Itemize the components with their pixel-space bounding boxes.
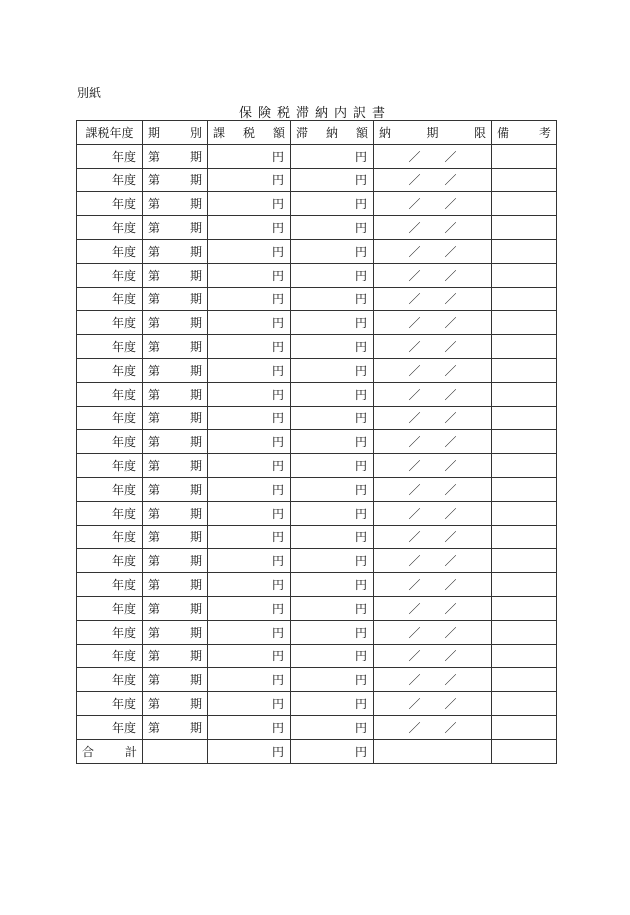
header-due-date: 納 期 限: [374, 121, 492, 145]
tax-amount-cell: 円: [208, 382, 291, 406]
arrears-amount-cell: 円: [291, 715, 374, 739]
tax-amount-cell: 円: [208, 573, 291, 597]
table-row: [77, 573, 557, 597]
remarks-cell: [492, 216, 557, 240]
year-cell: 年度: [77, 287, 143, 311]
table-row: [77, 239, 557, 263]
tax-amount-cell: 円: [208, 430, 291, 454]
due-date-cell: ／ ／: [374, 192, 492, 216]
year-cell: 年度: [77, 668, 143, 692]
tax-amount-cell: 円: [208, 549, 291, 573]
tax-amount-cell: 円: [208, 620, 291, 644]
due-date-cell: ／ ／: [374, 596, 492, 620]
arrears-amount-cell: 円: [291, 692, 374, 716]
remarks-cell: [492, 263, 557, 287]
period-cell: 第 期: [143, 715, 208, 739]
total-label: 合 計: [77, 739, 143, 763]
period-cell: 第 期: [143, 311, 208, 335]
tax-amount-cell: 円: [208, 668, 291, 692]
period-cell: 第 期: [143, 239, 208, 263]
year-cell: 年度: [77, 382, 143, 406]
remarks-cell: [492, 358, 557, 382]
table-row: [77, 644, 557, 668]
header-period: 期 別: [143, 121, 208, 145]
table-row: [77, 596, 557, 620]
remarks-cell: [492, 430, 557, 454]
arrears-amount-cell: 円: [291, 644, 374, 668]
table-row: [77, 311, 557, 335]
year-cell: 年度: [77, 239, 143, 263]
period-cell: 第 期: [143, 573, 208, 597]
period-cell: 第 期: [143, 668, 208, 692]
arrears-amount-cell: 円: [291, 358, 374, 382]
period-cell: 第 期: [143, 501, 208, 525]
due-date-cell: ／ ／: [374, 168, 492, 192]
arrears-amount-cell: 円: [291, 263, 374, 287]
tax-amount-cell: 円: [208, 144, 291, 168]
year-cell: 年度: [77, 358, 143, 382]
attachment-label: 別紙: [77, 86, 102, 100]
remarks-cell: [492, 596, 557, 620]
due-date-cell: ／ ／: [374, 501, 492, 525]
due-date-cell: ／ ／: [374, 144, 492, 168]
arrears-amount-cell: 円: [291, 406, 374, 430]
due-date-cell: ／ ／: [374, 239, 492, 263]
period-cell: 第 期: [143, 287, 208, 311]
arrears-amount-cell: 円: [291, 216, 374, 240]
period-cell: 第 期: [143, 549, 208, 573]
tax-amount-cell: 円: [208, 477, 291, 501]
due-date-cell: ／ ／: [374, 335, 492, 359]
due-date-cell: ／ ／: [374, 406, 492, 430]
tax-amount-cell: 円: [208, 335, 291, 359]
table-row: [77, 430, 557, 454]
tax-amount-cell: 円: [208, 644, 291, 668]
period-cell: 第 期: [143, 406, 208, 430]
period-cell: 第 期: [143, 525, 208, 549]
total-due-date-cell: [374, 739, 492, 763]
due-date-cell: ／ ／: [374, 382, 492, 406]
period-cell: 第 期: [143, 168, 208, 192]
arrears-amount-cell: 円: [291, 501, 374, 525]
total-period-cell: [143, 739, 208, 763]
table-row: [77, 477, 557, 501]
year-cell: 年度: [77, 335, 143, 359]
year-cell: 年度: [77, 454, 143, 478]
table-row: [77, 406, 557, 430]
remarks-cell: [492, 406, 557, 430]
year-cell: 年度: [77, 430, 143, 454]
year-cell: 年度: [77, 311, 143, 335]
remarks-cell: [492, 715, 557, 739]
arrears-amount-cell: 円: [291, 620, 374, 644]
total-arrears-amount: 円: [291, 739, 374, 763]
tax-amount-cell: 円: [208, 311, 291, 335]
tax-amount-cell: 円: [208, 168, 291, 192]
due-date-cell: ／ ／: [374, 216, 492, 240]
period-cell: 第 期: [143, 263, 208, 287]
remarks-cell: [492, 549, 557, 573]
tax-amount-cell: 円: [208, 263, 291, 287]
due-date-cell: ／ ／: [374, 715, 492, 739]
arrears-amount-cell: 円: [291, 596, 374, 620]
table-row: [77, 382, 557, 406]
year-cell: 年度: [77, 549, 143, 573]
due-date-cell: ／ ／: [374, 620, 492, 644]
table-row: [77, 216, 557, 240]
remarks-cell: [492, 477, 557, 501]
arrears-amount-cell: 円: [291, 549, 374, 573]
header-arrears-amount: 滞 納 額: [291, 121, 374, 145]
tax-amount-cell: 円: [208, 216, 291, 240]
arrears-amount-cell: 円: [291, 311, 374, 335]
period-cell: 第 期: [143, 335, 208, 359]
remarks-cell: [492, 382, 557, 406]
tax-amount-cell: 円: [208, 239, 291, 263]
header-row: [77, 121, 557, 145]
table-row: [77, 263, 557, 287]
remarks-cell: [492, 335, 557, 359]
arrears-amount-cell: 円: [291, 477, 374, 501]
total-remarks-cell: [492, 739, 557, 763]
due-date-cell: ／ ／: [374, 263, 492, 287]
tax-amount-cell: 円: [208, 715, 291, 739]
arrears-amount-cell: 円: [291, 144, 374, 168]
year-cell: 年度: [77, 644, 143, 668]
remarks-cell: [492, 192, 557, 216]
remarks-cell: [492, 144, 557, 168]
total-tax-amount: 円: [208, 739, 291, 763]
total-row: [77, 739, 557, 763]
table-row: [77, 715, 557, 739]
period-cell: 第 期: [143, 620, 208, 644]
remarks-cell: [492, 668, 557, 692]
remarks-cell: [492, 168, 557, 192]
due-date-cell: ／ ／: [374, 573, 492, 597]
year-cell: 年度: [77, 144, 143, 168]
arrears-amount-cell: 円: [291, 430, 374, 454]
remarks-cell: [492, 287, 557, 311]
period-cell: 第 期: [143, 144, 208, 168]
year-cell: 年度: [77, 573, 143, 597]
remarks-cell: [492, 692, 557, 716]
tax-amount-cell: 円: [208, 358, 291, 382]
due-date-cell: ／ ／: [374, 644, 492, 668]
arrears-amount-cell: 円: [291, 525, 374, 549]
period-cell: 第 期: [143, 430, 208, 454]
due-date-cell: ／ ／: [374, 549, 492, 573]
arrears-amount-cell: 円: [291, 239, 374, 263]
table-row: [77, 501, 557, 525]
arrears-amount-cell: 円: [291, 168, 374, 192]
period-cell: 第 期: [143, 692, 208, 716]
remarks-cell: [492, 239, 557, 263]
period-cell: 第 期: [143, 358, 208, 382]
table-row: [77, 192, 557, 216]
table-row: [77, 692, 557, 716]
tax-amount-cell: 円: [208, 454, 291, 478]
year-cell: 年度: [77, 263, 143, 287]
year-cell: 年度: [77, 216, 143, 240]
arrears-amount-cell: 円: [291, 335, 374, 359]
table-row: [77, 549, 557, 573]
table-row: [77, 144, 557, 168]
tax-amount-cell: 円: [208, 596, 291, 620]
year-cell: 年度: [77, 620, 143, 644]
due-date-cell: ／ ／: [374, 430, 492, 454]
arrears-amount-cell: 円: [291, 454, 374, 478]
arrears-amount-cell: 円: [291, 287, 374, 311]
remarks-cell: [492, 454, 557, 478]
tax-amount-cell: 円: [208, 406, 291, 430]
year-cell: 年度: [77, 525, 143, 549]
tax-amount-cell: 円: [208, 192, 291, 216]
document-title: 保険税滞納内訳書: [238, 106, 391, 121]
year-cell: 年度: [77, 596, 143, 620]
year-cell: 年度: [77, 692, 143, 716]
period-cell: 第 期: [143, 454, 208, 478]
table-row: [77, 168, 557, 192]
header-remarks: 備 考: [492, 121, 557, 145]
remarks-cell: [492, 311, 557, 335]
arrears-table: [76, 120, 557, 764]
tax-amount-cell: 円: [208, 287, 291, 311]
year-cell: 年度: [77, 501, 143, 525]
year-cell: 年度: [77, 168, 143, 192]
table-row: [77, 668, 557, 692]
table-row: [77, 335, 557, 359]
remarks-cell: [492, 644, 557, 668]
period-cell: 第 期: [143, 382, 208, 406]
table-row: [77, 620, 557, 644]
header-year: 課税年度: [77, 121, 143, 145]
table-row: [77, 525, 557, 549]
period-cell: 第 期: [143, 192, 208, 216]
period-cell: 第 期: [143, 596, 208, 620]
due-date-cell: ／ ／: [374, 668, 492, 692]
arrears-amount-cell: 円: [291, 382, 374, 406]
arrears-amount-cell: 円: [291, 573, 374, 597]
period-cell: 第 期: [143, 644, 208, 668]
due-date-cell: ／ ／: [374, 311, 492, 335]
due-date-cell: ／ ／: [374, 287, 492, 311]
table-row: [77, 454, 557, 478]
due-date-cell: ／ ／: [374, 692, 492, 716]
arrears-amount-cell: 円: [291, 192, 374, 216]
due-date-cell: ／ ／: [374, 525, 492, 549]
due-date-cell: ／ ／: [374, 454, 492, 478]
due-date-cell: ／ ／: [374, 358, 492, 382]
arrears-amount-cell: 円: [291, 668, 374, 692]
remarks-cell: [492, 620, 557, 644]
table-row: [77, 287, 557, 311]
period-cell: 第 期: [143, 216, 208, 240]
tax-amount-cell: 円: [208, 692, 291, 716]
due-date-cell: ／ ／: [374, 477, 492, 501]
year-cell: 年度: [77, 477, 143, 501]
remarks-cell: [492, 525, 557, 549]
remarks-cell: [492, 501, 557, 525]
year-cell: 年度: [77, 192, 143, 216]
tax-amount-cell: 円: [208, 525, 291, 549]
header-tax-amount: 課 税 額: [208, 121, 291, 145]
remarks-cell: [492, 573, 557, 597]
tax-amount-cell: 円: [208, 501, 291, 525]
period-cell: 第 期: [143, 477, 208, 501]
table-row: [77, 358, 557, 382]
year-cell: 年度: [77, 406, 143, 430]
year-cell: 年度: [77, 715, 143, 739]
